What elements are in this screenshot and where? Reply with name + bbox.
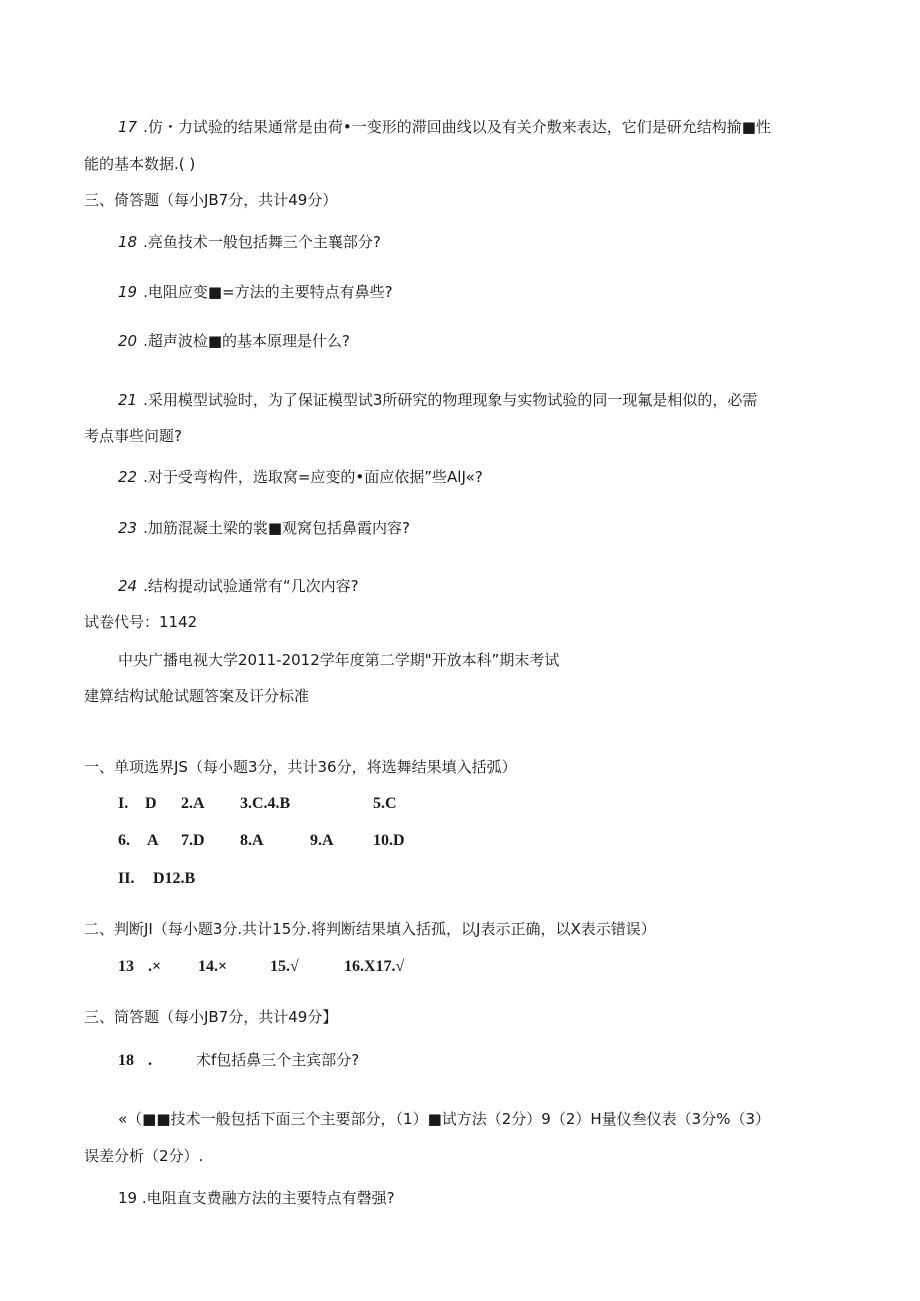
question-text: .加筋混凝土梁的裳■观窝包括鼻霞内容? <box>143 519 410 537</box>
question-23 <box>118 518 410 538</box>
answer-item: II. <box>118 870 135 887</box>
answer-item: 2.A <box>181 795 205 812</box>
question-21-continued: 考点事些问题? <box>84 427 182 445</box>
section-heading-true-false: 二、判断JI（每小题3分.共计15分.将判断结果填入括孤，以J表示正确，以X表示错误） <box>84 920 656 938</box>
answer-item: 13 <box>118 958 134 975</box>
question-number: 21 <box>118 391 138 409</box>
question-number: 18 <box>118 1052 134 1069</box>
answer-18-question <box>118 1050 359 1071</box>
question-18 <box>118 232 381 252</box>
answer-item: 14.× <box>198 958 228 975</box>
answer-item: 8.A <box>240 832 264 849</box>
question-text: .亮鱼技术一般包括舞三个主襄部分? <box>143 233 381 251</box>
answer-item: I. <box>118 795 129 812</box>
question-text: .结构提动试验通常有“几次内容? <box>143 577 359 595</box>
section-heading-multiple-choice: 一、单项选界JS（每小题3分，共计36分，将选舞结果填入括弧） <box>84 758 517 776</box>
question-number: 19 <box>118 283 138 301</box>
answer-item: D <box>145 795 157 812</box>
question-number: 23 <box>118 519 138 537</box>
answer-item: 16.X17.√ <box>344 958 405 975</box>
question-19 <box>118 282 393 302</box>
answer-item: 3.C.4.B <box>240 795 291 812</box>
question-text: .采用模型试验时，为了保证模型试3所研究的物理现象与实物试验的同一现氟是相似的，必需 <box>143 391 758 409</box>
question-text: 术f包括鼻三个主宾部分? <box>196 1051 360 1069</box>
question-text: .电阻应变■=方法的主要特点有鼻些? <box>143 283 393 301</box>
question-21 <box>118 390 757 410</box>
answer-item: A <box>147 832 159 849</box>
question-number: 17 <box>118 118 138 136</box>
answer-item: .× <box>148 958 162 975</box>
answer-item: 9.A <box>310 832 334 849</box>
answer-18-text: «（■■技术一般包括下面三个主要部分，（1）■试方法（2分）9（2）H量仪叁仪表（3分%（3） <box>118 1110 770 1128</box>
answer-18-text-continued: 误差分析（2分）. <box>84 1147 204 1165</box>
answer-item: 6. <box>118 832 130 849</box>
section-heading-short-answer-key: 三、筒答题（每小JB7分，共计49分】 <box>84 1008 338 1026</box>
section-heading-short-answer: 三、倚答题（每小JB7分，共计49分） <box>84 191 338 209</box>
question-number: 20 <box>118 332 138 350</box>
question-17-continued: 能的基本数据.( ) <box>84 155 196 173</box>
question-dot: . <box>148 1052 152 1069</box>
question-22 <box>118 467 483 487</box>
answer-item: 15.√ <box>270 958 299 975</box>
exam-header: 中央广播电视大学2011-2012学年度第二学期"开放本科”期末考试 <box>118 651 560 669</box>
question-17 <box>118 117 771 137</box>
answer-item: 10.D <box>373 832 405 849</box>
question-20 <box>118 331 350 351</box>
question-24 <box>118 576 359 596</box>
question-text: .超声波检■的基本原理是什么? <box>143 332 350 350</box>
answer-item: D12.B <box>153 870 196 887</box>
question-number: 18 <box>118 233 138 251</box>
paper-code: 试卷代号：1142 <box>84 613 198 631</box>
question-number: 24 <box>118 577 138 595</box>
answer-19-question: 19 .电阻直支费融方法的主要特点有磬强? <box>118 1189 395 1207</box>
question-text: .对于受弯构件，选取窝=应变的•面应依据”些AlJ«? <box>143 468 483 486</box>
answer-item: 7.D <box>181 832 205 849</box>
answer-key-title: 建算结构试舱试题答案及讦分标准 <box>84 687 310 705</box>
answer-item: 5.C <box>373 795 397 812</box>
question-number: 22 <box>118 468 138 486</box>
question-text: .仿・力试验的结果通常是由荷•一变形的滞回曲线以及有关介敷来表达，它们是研允结构揄■性 <box>143 118 771 136</box>
